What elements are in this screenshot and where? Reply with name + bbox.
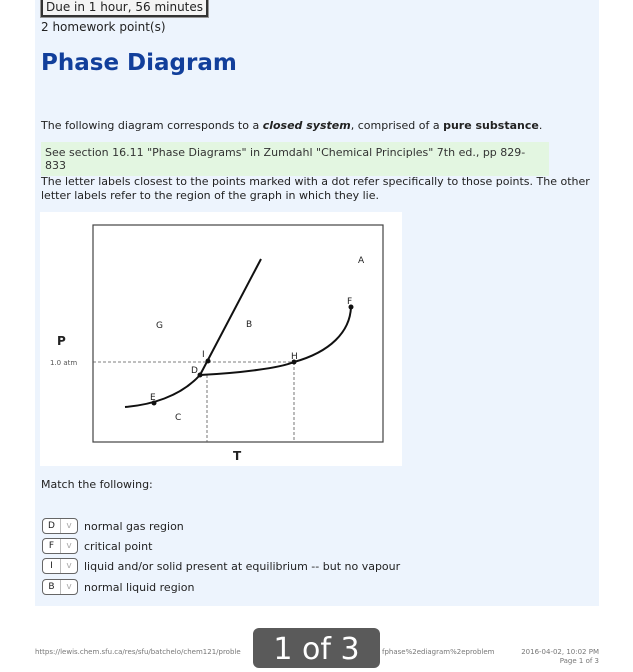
answer-select[interactable] (42, 558, 78, 574)
intro-pre: The following diagram corresponds to a (41, 119, 263, 132)
match-row (42, 558, 400, 574)
match-text: liquid and/or solid present at equilibrium -- but no vapour (84, 559, 401, 573)
vaporization-curve (200, 307, 351, 375)
match-text: normal gas region (84, 519, 184, 533)
page-indicator: 1 of 3 (253, 628, 380, 668)
footer-page: Page 1 of 3 (559, 657, 599, 665)
page-title: Phase Diagram (41, 50, 237, 76)
label-E: E (150, 393, 156, 403)
footer-url-end: fphase%2ediagram%2eproblem (382, 648, 495, 656)
selected-value: I (43, 559, 61, 573)
label-F: F (347, 297, 353, 307)
due-badge: Due in 1 hour, 56 minutes (41, 0, 208, 17)
label-I: I (202, 350, 205, 360)
chevron-down-icon: v (66, 521, 72, 531)
answer-select[interactable] (42, 538, 78, 554)
phase-curves (125, 259, 351, 407)
match-heading: Match the following: (41, 478, 153, 491)
x-axis-label: T (233, 449, 242, 463)
point-D (198, 373, 203, 378)
selected-value: B (43, 580, 61, 594)
match-text: critical point (84, 539, 153, 553)
label-D: D (191, 366, 198, 376)
label-C: C (175, 413, 182, 423)
closed-system: closed system (262, 119, 351, 132)
melting-curve (200, 259, 261, 375)
footer-datetime: 2016-04-02, 10:02 PM (521, 648, 599, 656)
match-text: normal liquid region (84, 580, 195, 594)
point-I (206, 359, 211, 364)
phase-diagram (40, 212, 402, 466)
selected-value: D (43, 519, 61, 533)
label-H: H (291, 352, 298, 362)
footer-url: https://lewis.chem.sfu.ca/res/sfu/batchelo/chem121/proble (35, 648, 241, 656)
match-row (42, 538, 152, 554)
pure-substance: pure substance (443, 119, 539, 132)
chevron-down-icon: v (66, 582, 72, 592)
plot-frame (93, 225, 383, 442)
homework-points: 2 homework point(s) (41, 20, 166, 34)
label-B: B (246, 320, 253, 330)
match-row (42, 579, 194, 595)
label-G: G (156, 321, 163, 331)
answer-select[interactable] (42, 518, 78, 534)
answer-select[interactable] (42, 579, 78, 595)
chevron-down-icon: v (66, 561, 72, 571)
reference-note: See section 16.11 "Phase Diagrams" in Zumdahl "Chemical Principles" 7th ed., pp 829-833 (41, 142, 549, 176)
sublimation-curve (125, 375, 200, 407)
intro-mid: , comprised of a (350, 119, 444, 132)
pressure-label: 1.0 atm (50, 359, 78, 367)
selected-value: F (43, 539, 61, 553)
y-axis-label: P (57, 334, 66, 348)
intro-end: . (538, 119, 543, 132)
instructions: The letter labels closest to the points marked with a dot refer specifically to those points. The other letter labels refer to the region of the graph in which they lie. (41, 175, 590, 202)
label-A: A (358, 256, 365, 266)
intro-text (41, 119, 542, 132)
chevron-down-icon: v (66, 541, 72, 551)
match-row (42, 518, 184, 534)
